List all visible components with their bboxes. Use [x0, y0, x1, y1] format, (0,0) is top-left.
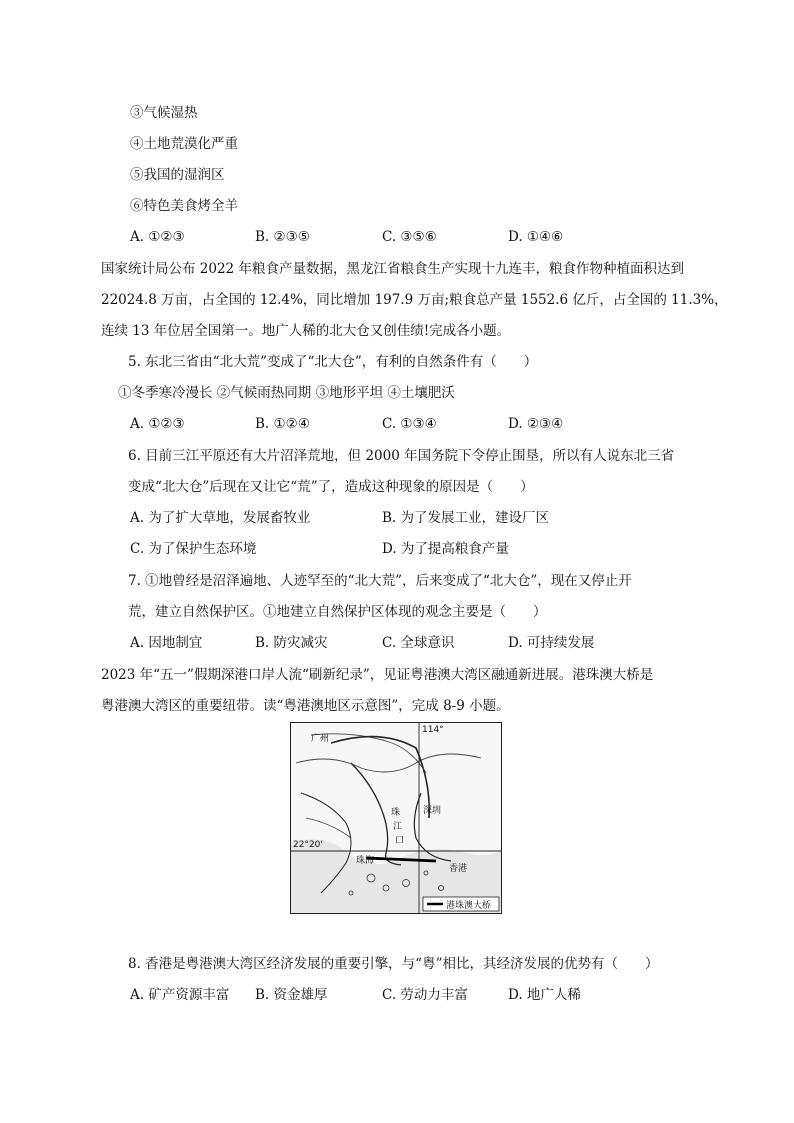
label-kou: 口	[395, 836, 405, 846]
q5-option-d: D. ②③④	[508, 416, 564, 432]
q7-option-d: D. 可持续发展	[508, 635, 595, 651]
q5-stem: 5. 东北三省由“北大荒”变成了“北大仓”，有利的自然条件有（ ）	[128, 354, 538, 370]
q8-option-c: C. 劳动力丰富	[382, 987, 468, 1003]
q5-conditions: ①冬季寒冷漫长 ②气候雨热同期 ③地形平坦 ④土壤肥沃	[118, 385, 455, 401]
label-shenzhen: 深圳	[423, 806, 442, 816]
passage1-line2: 22024.8 万亩，占全国的 12.4%，同比增加 197.9 万亩;粮食总产量 1552.6 亿斤，占全国的 11.3%，	[101, 292, 728, 308]
label-guangzhou: 广州	[311, 734, 330, 744]
legend-bridge: 港珠澳大桥	[446, 901, 492, 911]
passage2-line2: 粤港澳大湾区的重要纽带。读“粤港澳地区示意图”，完成 8-9 小题。	[101, 698, 510, 714]
label-xianggang: 香港	[449, 864, 468, 874]
passage1-line1: 国家统计局公布 2022 年粮食产量数据，黑龙江省粮食生产实现十九连丰，粮食作物种植面积达到	[101, 261, 684, 277]
q8-stem: 8. 香港是粤港澳大湾区经济发展的重要引擎，与“粤”相比，其经济发展的优势有（ ）	[128, 956, 659, 972]
q7-option-b: B. 防灾减灾	[255, 635, 328, 651]
passage1-line3: 连续 13 年位居全国第一。地广人稀的北大仓又创佳绩!完成各小题。	[101, 323, 511, 339]
q7-stem-line1: 7. ①地曾经是沼泽遍地、人迹罕至的“北大荒”，后来变成了“北大仓”，现在又停止开	[128, 573, 632, 589]
option-6: ⑥特色美食烤全羊	[130, 198, 238, 214]
q7-option-c: C. 全球意识	[382, 635, 455, 651]
q6-option-b: B. 为了发展工业，建设厂区	[382, 510, 550, 526]
pearl-river-delta-map	[290, 722, 502, 914]
q6-stem-line2: 变成“北大仓”后现在又让它“荒”了，造成这种现象的原因是（ ）	[128, 479, 534, 495]
answer-b: B. ②③⑤	[255, 229, 310, 245]
q8-option-a: A. 矿产资源丰富	[130, 987, 230, 1003]
q6-option-c: C. 为了保护生态环境	[130, 541, 257, 557]
label-zhu: 珠	[391, 808, 401, 818]
q8-option-d: D. 地广人稀	[508, 987, 581, 1003]
q5-option-b: B. ①②④	[255, 416, 310, 432]
label-jiang: 江	[393, 822, 403, 832]
label-latitude: 22°20'	[293, 840, 323, 850]
q6-stem-line1: 6. 目前三江平原还有大片沼泽荒地，但 2000 年国务院下令停止围垦，所以有人说东北三省	[128, 448, 675, 464]
option-5: ⑤我国的湿润区	[130, 167, 225, 183]
option-3: ③气候湿热	[130, 105, 198, 121]
q7-stem-line2: 荒，建立自然保护区。①地建立自然保护区体现的观念主要是（ ）	[128, 604, 547, 620]
answer-a: A. ①②③	[130, 229, 185, 245]
q6-option-d: D. 为了提高粮食产量	[382, 541, 509, 557]
q7-option-a: A. 因地制宜	[130, 635, 203, 651]
q8-option-b: B. 资金雄厚	[255, 987, 328, 1003]
label-longitude: 114°	[422, 725, 444, 735]
option-4: ④土地荒漠化严重	[130, 136, 238, 152]
q6-option-a: A. 为了扩大草地，发展畜牧业	[130, 510, 311, 526]
label-zhuhai: 珠海	[356, 856, 375, 866]
passage2-line1: 2023 年“五一”假期深港口岸人流“刷新纪录”，见证粤港澳大湾区融通新进展。港珠澳大桥是	[101, 667, 654, 683]
answer-d: D. ①④⑥	[508, 229, 564, 245]
q5-option-c: C. ①③④	[382, 416, 437, 432]
q5-option-a: A. ①②③	[130, 416, 185, 432]
answer-c: C. ③⑤⑥	[382, 229, 437, 245]
